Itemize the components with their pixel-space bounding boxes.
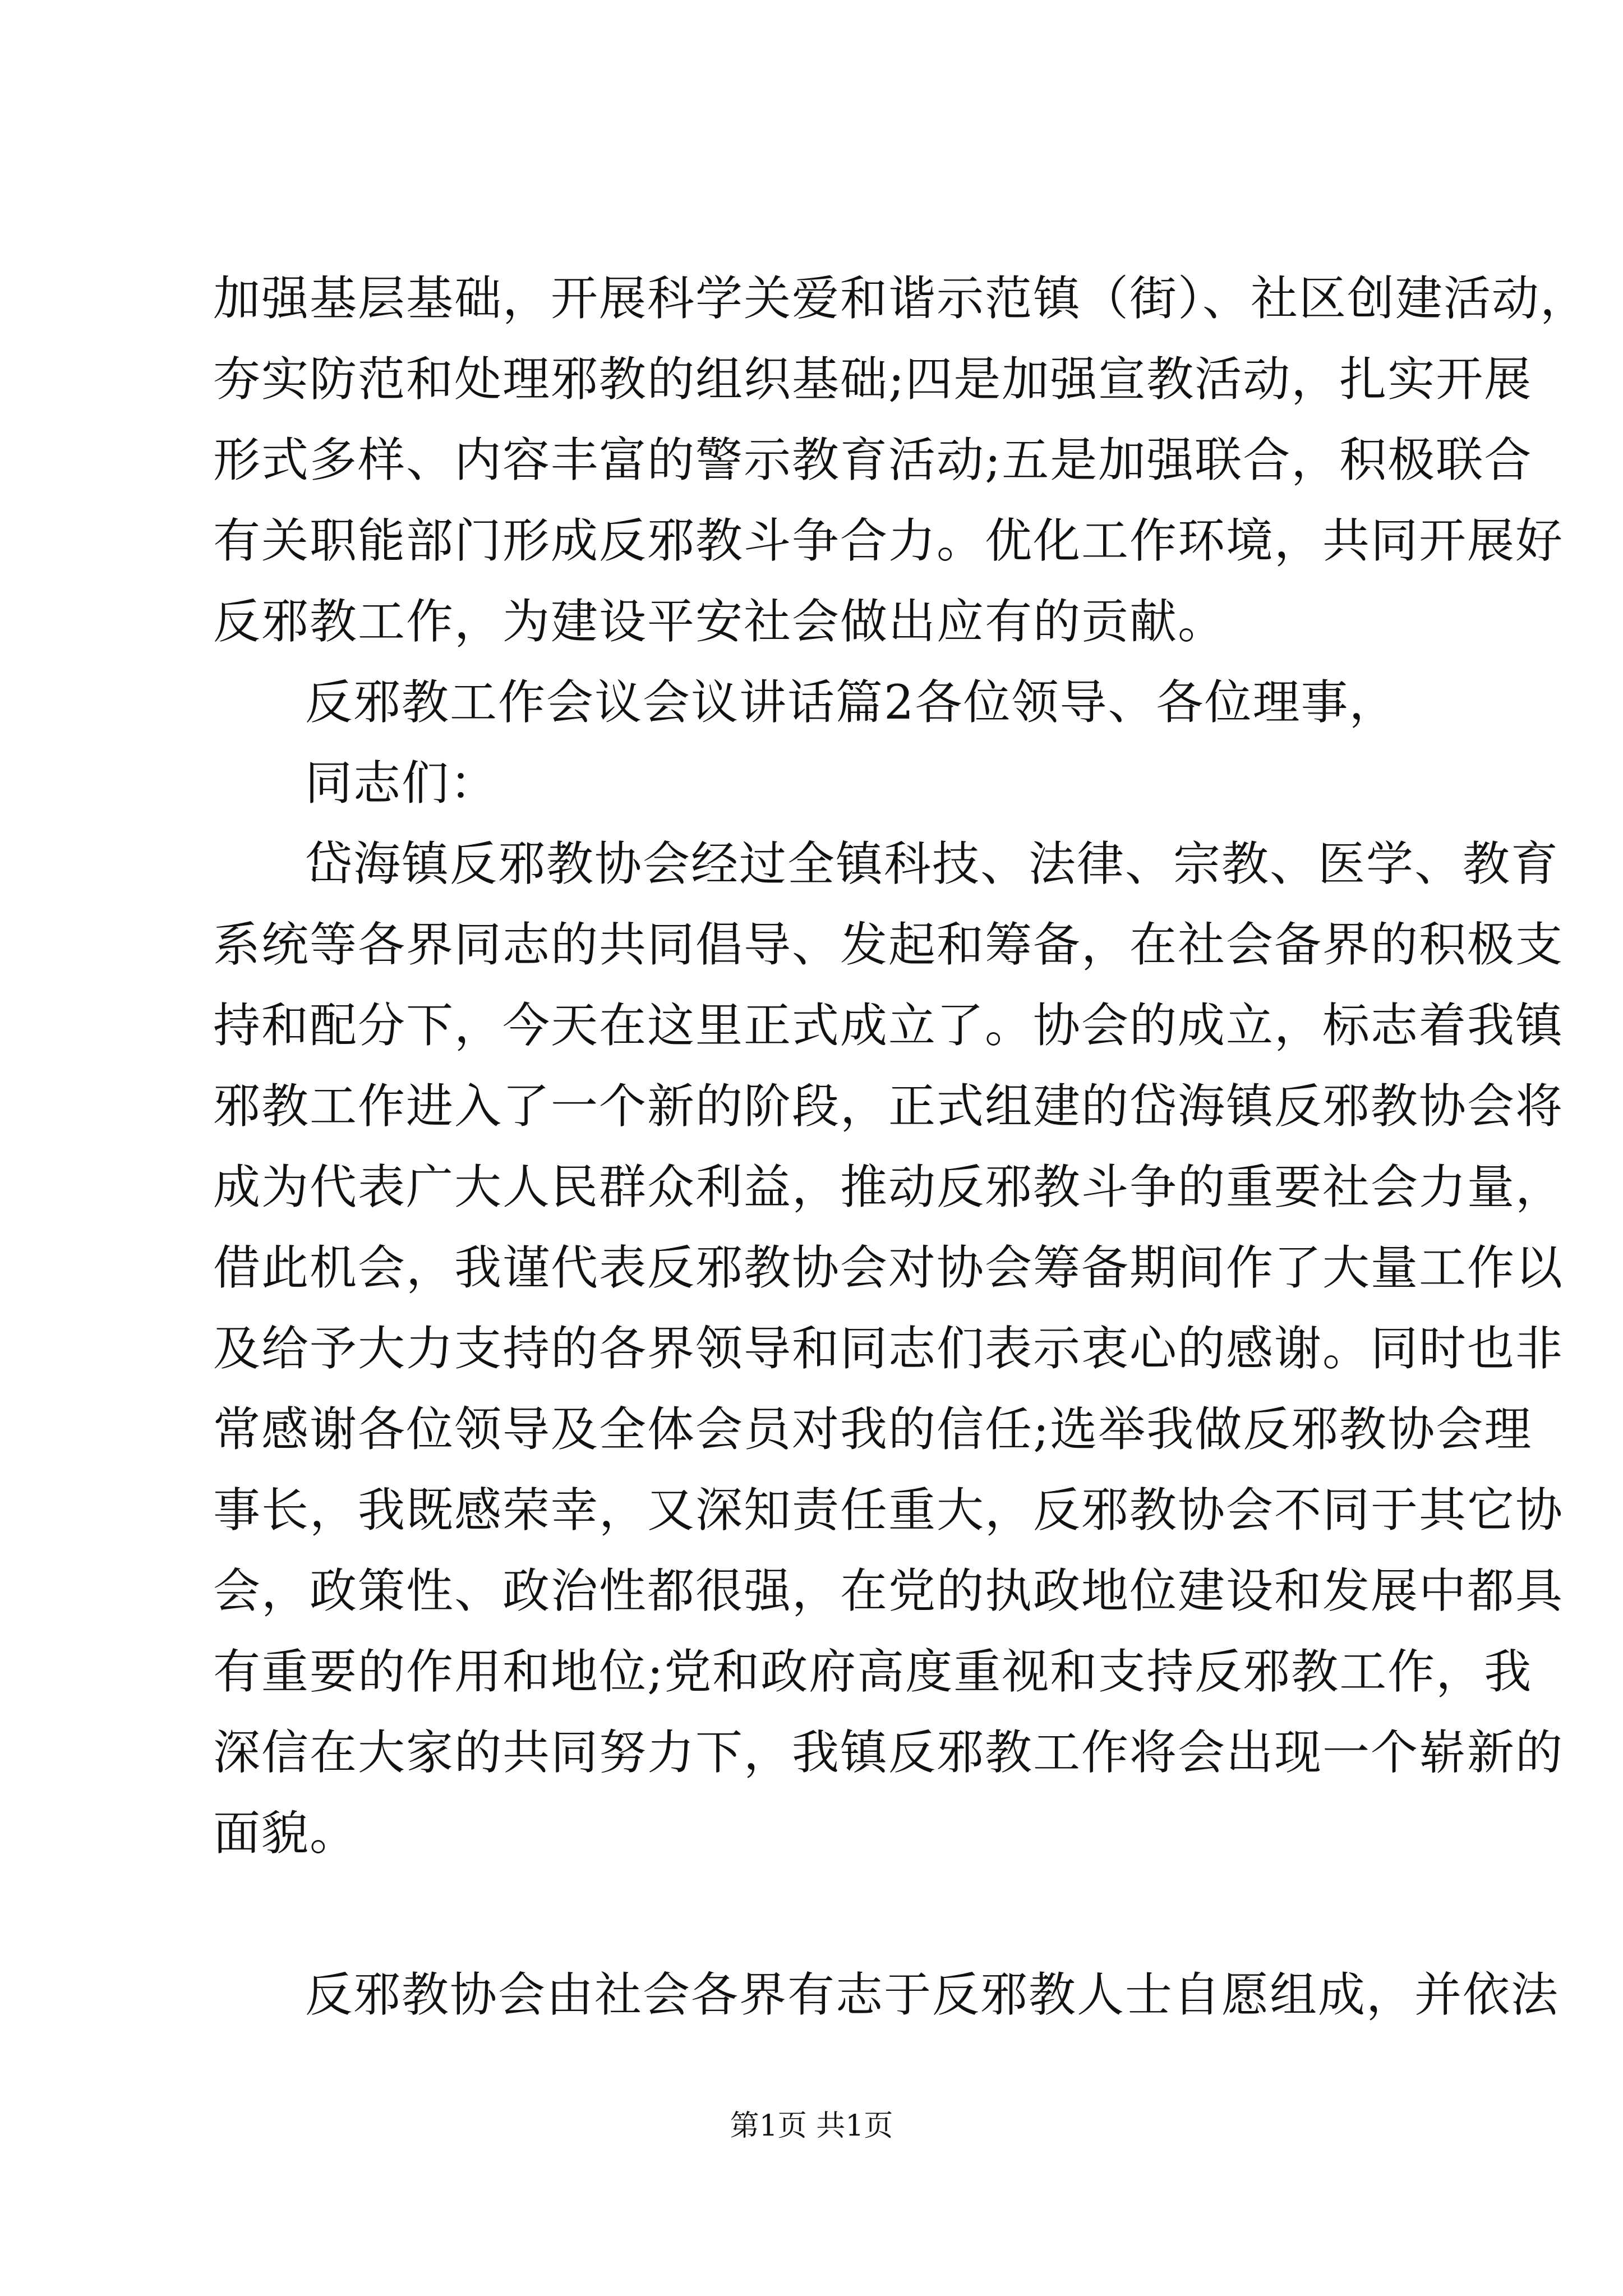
text-line: 深信在大家的共同努力下，我镇反邪教工作将会出现一个崭新的 [213, 1725, 1564, 1780]
text-line: 面貌。 [213, 1806, 358, 1861]
paragraph-start-line: 反邪教协会由社会各界有志于反邪教人士自愿组成，并依法 [305, 1967, 1560, 2022]
text-line: 有重要的作用和地位;党和政府高度重视和支持反邪教工作，我 [213, 1644, 1533, 1699]
text-line: 及给予大力支持的各界领导和同志们表示衷心的感谢。同时也非 [213, 1321, 1564, 1376]
page-footer [0, 2106, 1623, 2146]
section-heading-line: 反邪教工作会议会议讲话篇2各位领导、各位理事， [305, 675, 1398, 730]
salutation-line: 同志们： [305, 756, 499, 811]
text-line: 成为代表广大人民群众利益，推动反邪教斗争的重要社会力量， [213, 1159, 1564, 1214]
text-line: 邪教工作进入了一个新的阶段，正式组建的岱海镇反邪教协会将 [213, 1079, 1564, 1134]
text-line: 形式多样、内容丰富的警示教育活动;五是加强联合，积极联合 [213, 432, 1533, 487]
text-line: 系统等各界同志的共同倡导、发起和筹备，在社会备界的积极支 [213, 917, 1564, 972]
text-line: 加强基层基础，开展科学关爱和谐示范镇（街）、社区创建活动， [213, 271, 1589, 326]
text-line: 持和配分下，今天在这里正式成立了。协会的成立，标志着我镇 [213, 998, 1564, 1053]
paragraph-gap [213, 1874, 1424, 1954]
text-line: 有关职能部门形成反邪教斗争合力。优化工作环境，共同开展好 [213, 513, 1564, 568]
document-body [213, 258, 1589, 2035]
page-number-label: 第1页 共1页 [730, 2109, 893, 2143]
paragraph-start-line: 岱海镇反邪教协会经过全镇科技、法律、宗教、医学、教育 [305, 836, 1560, 891]
text-line: 常感谢各位领导及全体会员对我的信任;选举我做反邪教协会理 [213, 1402, 1533, 1457]
text-line: 事长，我既感荣幸，又深知责任重大，反邪教协会不同于其它协 [213, 1483, 1564, 1538]
text-line: 会，政策性、政治性都很强，在党的执政地位建设和发展中都具 [213, 1563, 1564, 1618]
text-line: 夯实防范和处理邪教的组织基础;四是加强宣教活动，扎实开展 [213, 352, 1533, 407]
text-line: 反邪教工作，为建设平安社会做出应有的贡献。 [213, 594, 1227, 649]
text-line: 借此机会，我谨代表反邪教协会对协会筹备期间作了大量工作以 [213, 1240, 1564, 1295]
